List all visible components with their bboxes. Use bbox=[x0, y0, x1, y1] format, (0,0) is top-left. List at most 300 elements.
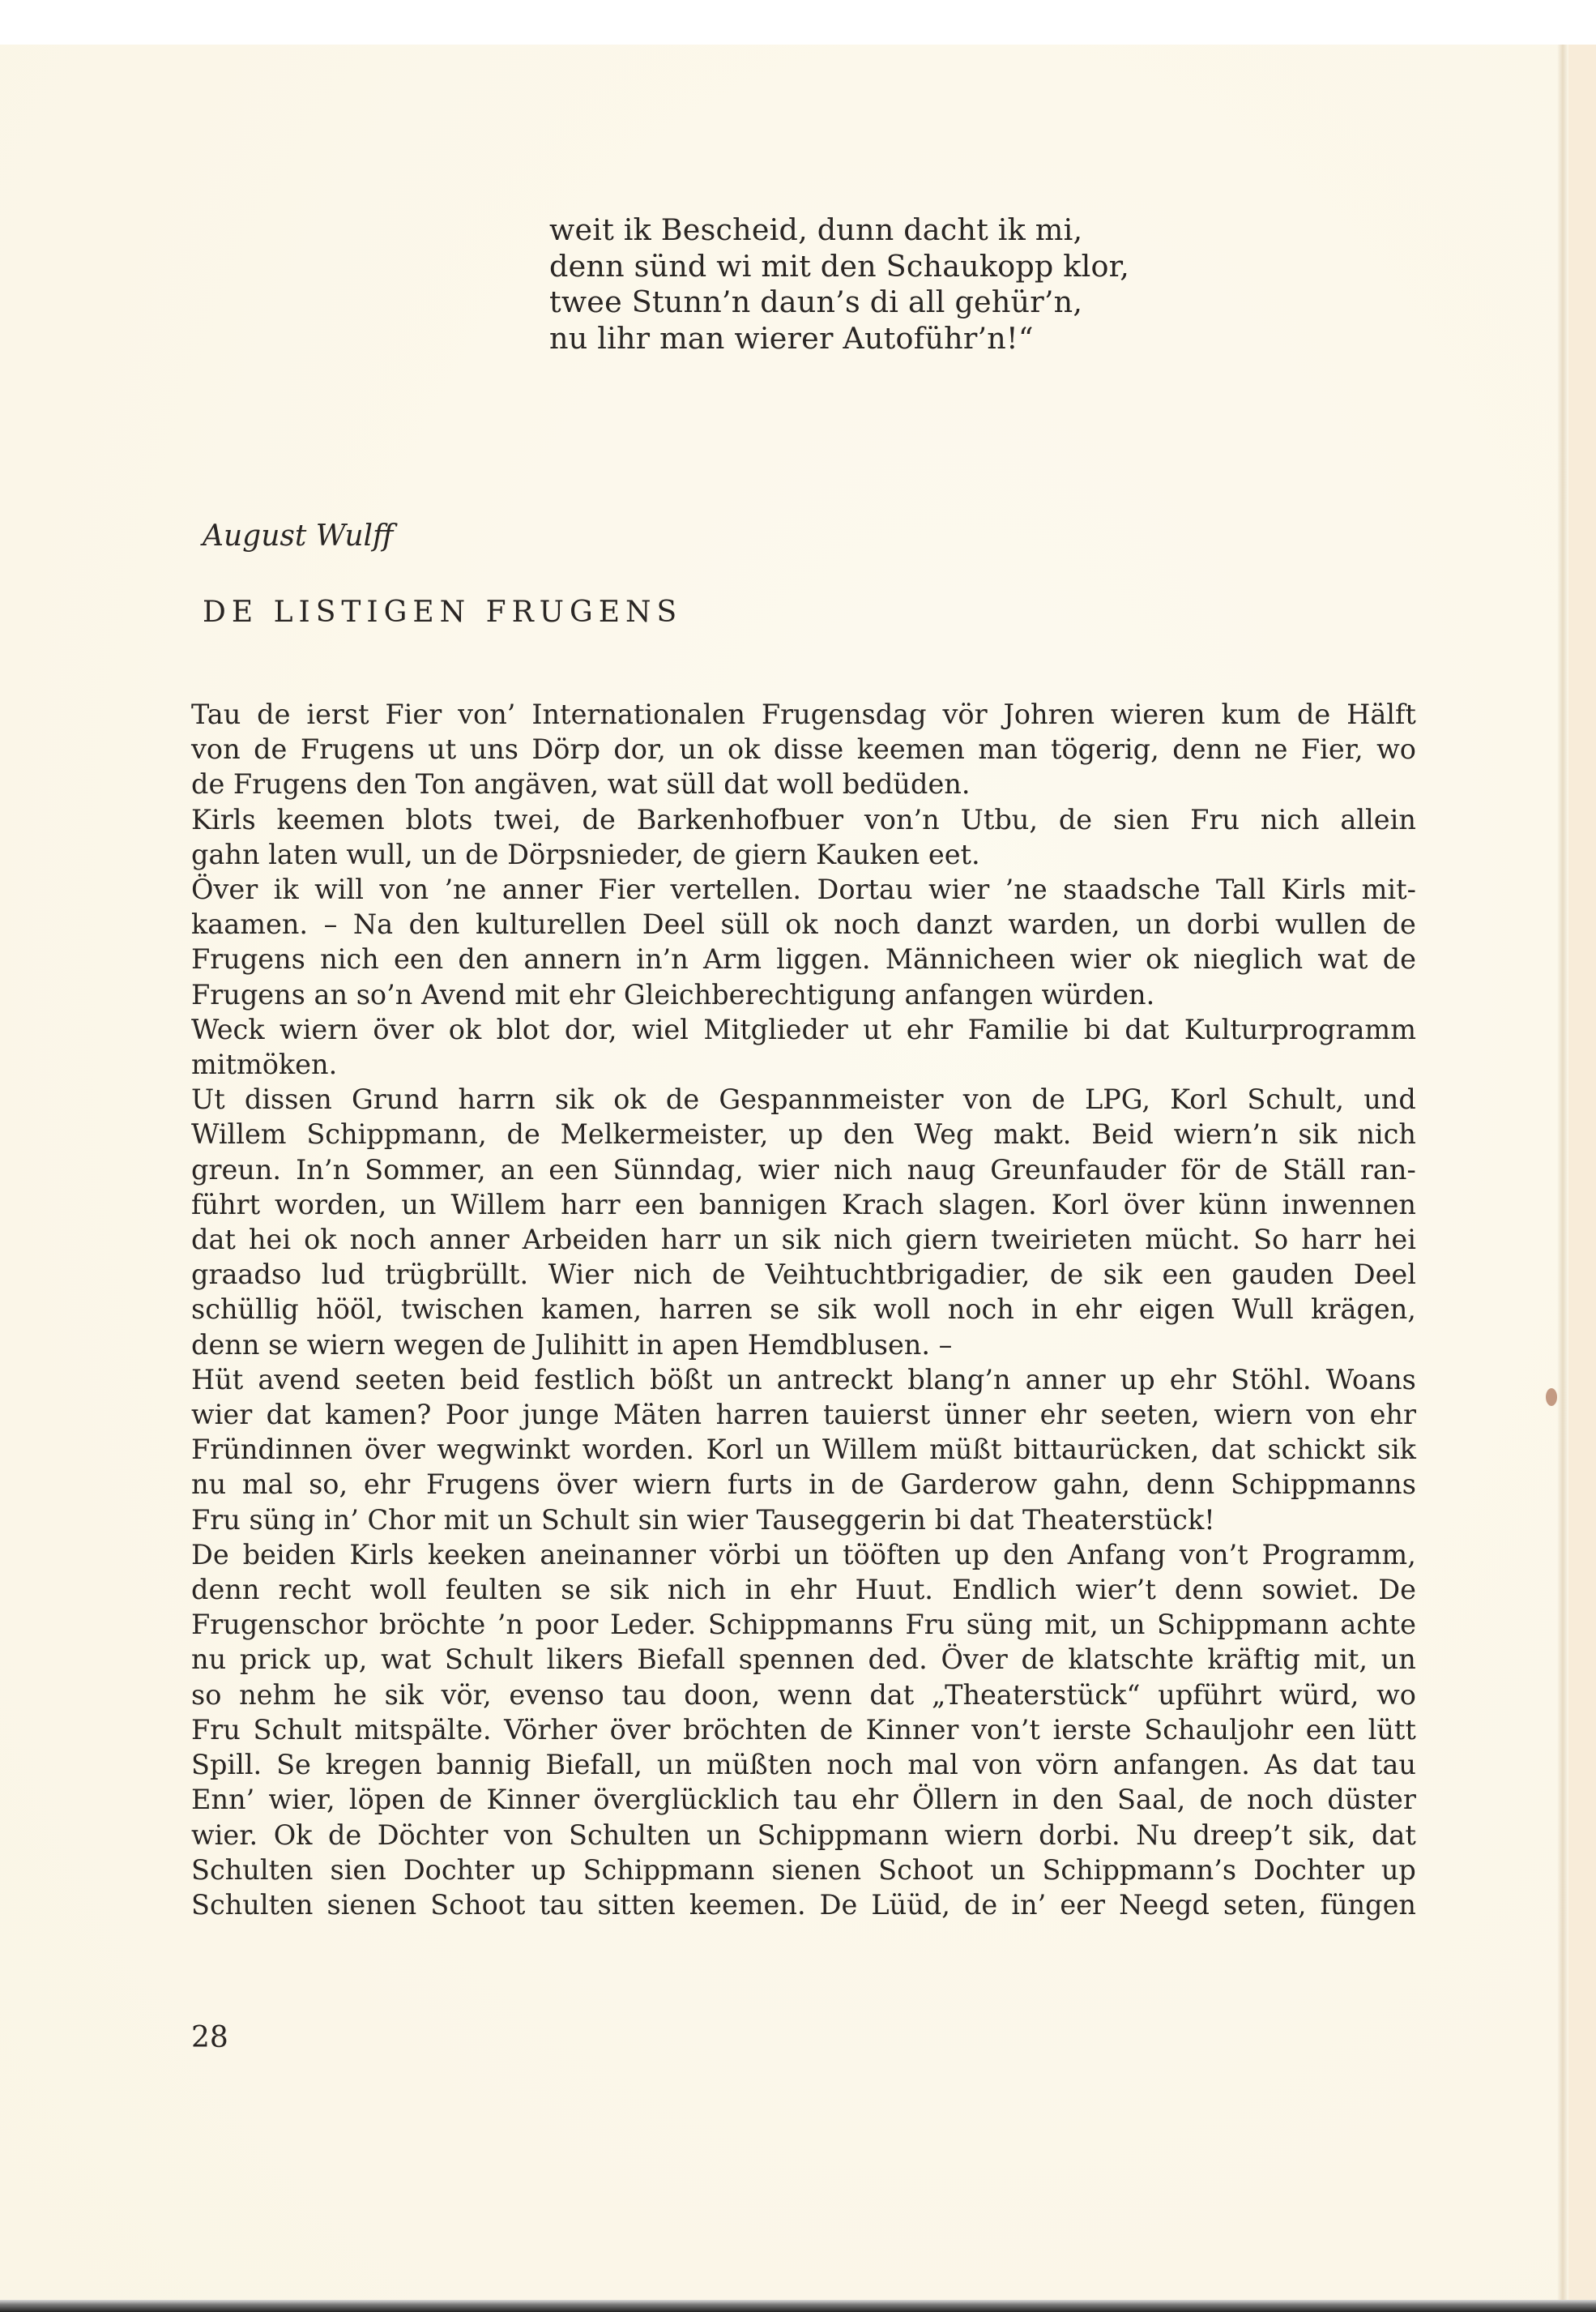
word: süll bbox=[720, 908, 770, 941]
word: noch bbox=[1247, 1784, 1314, 1816]
word: von’n bbox=[864, 803, 940, 835]
word: een bbox=[548, 1153, 599, 1186]
word: likers bbox=[546, 1643, 624, 1676]
word: Deel bbox=[642, 908, 705, 941]
word: dorbi. bbox=[1039, 1818, 1120, 1851]
word: ok bbox=[727, 733, 761, 766]
word: vörbi bbox=[709, 1538, 781, 1571]
page-gutter-shadow bbox=[1557, 45, 1568, 2300]
word: tweirieten bbox=[991, 1224, 1133, 1256]
word: Biefall, bbox=[545, 1749, 642, 1781]
word: de bbox=[327, 1818, 362, 1851]
word: müßten bbox=[706, 1749, 813, 1781]
word: nich bbox=[667, 1574, 727, 1606]
word: nieglich bbox=[1193, 943, 1304, 976]
word: hei bbox=[1373, 1224, 1416, 1256]
word: Frugens bbox=[191, 943, 305, 976]
story-line bbox=[191, 1152, 1416, 1187]
word: in bbox=[809, 1468, 835, 1501]
story-line bbox=[191, 1782, 1416, 1817]
word: ne bbox=[1254, 733, 1288, 766]
word: Veihtuchtbrigadier, bbox=[765, 1259, 1031, 1291]
word: ehr bbox=[1369, 1399, 1416, 1431]
word: Huut. bbox=[855, 1574, 933, 1606]
word: beid bbox=[459, 1363, 520, 1395]
word: seeten bbox=[355, 1363, 446, 1395]
word: ded. bbox=[868, 1643, 928, 1676]
word: ünner bbox=[944, 1399, 1026, 1431]
word: mücht. bbox=[1145, 1224, 1241, 1256]
word: Kulturprogramm bbox=[1184, 1013, 1416, 1045]
story-line: mitmöken. bbox=[191, 1049, 338, 1081]
word: düster bbox=[1327, 1784, 1416, 1816]
story-line bbox=[191, 942, 1416, 977]
word: ehr bbox=[851, 1784, 898, 1816]
word: Korl bbox=[1170, 1083, 1228, 1116]
word: ’n bbox=[497, 1609, 524, 1641]
word: danzt bbox=[915, 908, 992, 941]
word: poor bbox=[535, 1609, 599, 1641]
word: sienen bbox=[326, 1888, 417, 1921]
word: Enn’ bbox=[191, 1784, 255, 1816]
word: Wier bbox=[548, 1259, 614, 1291]
word: wier, bbox=[268, 1784, 335, 1816]
word: Ok bbox=[273, 1818, 313, 1851]
word: de bbox=[257, 699, 291, 730]
word: aneinanner bbox=[540, 1538, 697, 1571]
word: tögerig, bbox=[1051, 733, 1159, 766]
word: greun. bbox=[191, 1153, 282, 1186]
word: de bbox=[1058, 803, 1093, 835]
word: an bbox=[500, 1153, 535, 1186]
word: Frugensdag bbox=[761, 699, 927, 730]
word: worden. bbox=[582, 1434, 694, 1466]
word: un bbox=[990, 1853, 1026, 1886]
word: von bbox=[379, 874, 429, 906]
word: up bbox=[788, 1118, 824, 1151]
word: Ut bbox=[191, 1083, 225, 1116]
word: mit, bbox=[1313, 1643, 1368, 1676]
word: So bbox=[1253, 1224, 1289, 1256]
word: Biefall bbox=[637, 1643, 726, 1676]
word: Gespannmeister bbox=[719, 1083, 944, 1116]
story-line bbox=[191, 1432, 1416, 1467]
word: Fru bbox=[905, 1609, 955, 1641]
verse-line: weit ik Bescheid, dunn dacht ik mi, bbox=[549, 212, 1083, 247]
word: von bbox=[503, 1818, 553, 1851]
word: Schulten bbox=[191, 1888, 314, 1921]
word: dat bbox=[191, 1224, 236, 1256]
word: eer bbox=[1060, 1888, 1105, 1921]
word: nich bbox=[833, 1153, 893, 1186]
word: Fründinnen bbox=[191, 1434, 353, 1466]
word: Arm bbox=[702, 943, 762, 976]
word: Schult, bbox=[1247, 1083, 1345, 1116]
word: Grund bbox=[352, 1083, 439, 1116]
word: Hälft bbox=[1346, 699, 1416, 730]
word: feulten bbox=[445, 1574, 543, 1606]
word: de bbox=[711, 1259, 746, 1291]
word: wo bbox=[1376, 733, 1416, 766]
word: sowiet. bbox=[1261, 1574, 1360, 1606]
word: un bbox=[706, 1818, 742, 1851]
story-title: DE LISTIGEN FRUGENS bbox=[203, 596, 683, 629]
word: Programm, bbox=[1261, 1538, 1416, 1571]
word: nich bbox=[1357, 1118, 1416, 1151]
story-line bbox=[191, 697, 1416, 732]
word: överglücklich bbox=[593, 1784, 779, 1816]
word: de bbox=[1199, 1784, 1233, 1816]
word: würd, bbox=[1279, 1678, 1359, 1711]
word: löpen bbox=[348, 1784, 425, 1816]
word: sik bbox=[781, 1224, 821, 1256]
word: ehr bbox=[789, 1574, 837, 1606]
word: bröchte bbox=[378, 1609, 486, 1641]
word: dor, bbox=[613, 733, 666, 766]
word: Schauljohr bbox=[1144, 1713, 1293, 1746]
word: över bbox=[609, 1713, 671, 1746]
story-line bbox=[191, 1537, 1416, 1572]
word: kräftig bbox=[1207, 1643, 1300, 1676]
word: eigen bbox=[1138, 1293, 1215, 1326]
word: wier bbox=[757, 1153, 819, 1186]
word: Leder. bbox=[609, 1609, 697, 1641]
word: Mäten bbox=[613, 1399, 702, 1431]
word: sik bbox=[817, 1293, 856, 1326]
word: nehm bbox=[239, 1678, 316, 1711]
story-line: Frugens an so’n Avend mit ehr Gleichberechtigung anfangen würden. bbox=[191, 978, 1155, 1011]
word: Weg bbox=[914, 1118, 974, 1151]
word: von’t bbox=[1179, 1538, 1248, 1571]
paper-stain bbox=[1546, 1388, 1557, 1406]
word: sien bbox=[1113, 803, 1170, 835]
word: bannigen bbox=[698, 1188, 827, 1220]
word: Nu bbox=[1136, 1818, 1177, 1851]
word: furts bbox=[727, 1468, 793, 1501]
word: de bbox=[506, 1118, 540, 1151]
story-line: denn se wiern wegen de Julihitt in apen Hemdblusen. – bbox=[191, 1328, 953, 1361]
word: lütt bbox=[1368, 1713, 1416, 1746]
word: – bbox=[323, 908, 338, 941]
word: un bbox=[727, 1363, 762, 1395]
word: dat bbox=[1124, 1013, 1170, 1045]
word: sik bbox=[1298, 1118, 1338, 1151]
word: sik bbox=[1376, 1434, 1416, 1466]
word: dreep’t bbox=[1193, 1818, 1293, 1851]
word: Barkenhofbuer bbox=[636, 803, 843, 835]
word: dat bbox=[1210, 1434, 1256, 1466]
word: blots bbox=[405, 803, 473, 835]
word: Na bbox=[352, 908, 394, 941]
story-line bbox=[191, 802, 1416, 837]
word: Anfang bbox=[1067, 1538, 1166, 1571]
word: in bbox=[1012, 1784, 1039, 1816]
story-line bbox=[191, 1082, 1416, 1117]
word: von bbox=[972, 1749, 1022, 1781]
word: ehr bbox=[1074, 1293, 1122, 1326]
story-line bbox=[191, 1818, 1416, 1853]
word: gahn, bbox=[1052, 1468, 1131, 1501]
word: twei, bbox=[493, 803, 561, 835]
word: Kirls bbox=[191, 803, 256, 835]
word: worden, bbox=[275, 1188, 387, 1220]
story-line bbox=[191, 1467, 1416, 1502]
word: nu bbox=[191, 1643, 227, 1676]
word: anner bbox=[501, 874, 582, 906]
word: de bbox=[819, 1713, 853, 1746]
word: avend bbox=[258, 1363, 341, 1395]
word: müßt bbox=[929, 1434, 1002, 1466]
word: ’ne bbox=[444, 874, 487, 906]
word: Beid bbox=[1091, 1118, 1154, 1151]
story-line bbox=[191, 1117, 1416, 1152]
word: in’ bbox=[1011, 1888, 1047, 1921]
word: dat bbox=[266, 1399, 311, 1431]
word: woll bbox=[369, 1574, 427, 1606]
word: kamen, bbox=[541, 1293, 642, 1326]
word: harren bbox=[659, 1293, 753, 1326]
verse-ending bbox=[549, 212, 1129, 357]
word: hei bbox=[248, 1224, 292, 1256]
word: naug bbox=[907, 1153, 976, 1186]
story-line bbox=[191, 1572, 1416, 1607]
word: von bbox=[191, 733, 241, 766]
word: ehr bbox=[1039, 1399, 1087, 1431]
word: wiern bbox=[280, 1013, 358, 1045]
word: tau bbox=[539, 1888, 584, 1921]
word: nich bbox=[320, 943, 379, 976]
story-line bbox=[191, 1887, 1416, 1922]
word: un bbox=[733, 1224, 769, 1256]
story-line bbox=[191, 1012, 1416, 1047]
story-line bbox=[191, 907, 1416, 942]
word: Schippmann, bbox=[306, 1118, 487, 1151]
word: up bbox=[1120, 1363, 1155, 1395]
word: Dochter bbox=[1253, 1853, 1364, 1886]
word: de bbox=[582, 803, 616, 835]
scan-bottom-edge bbox=[0, 2300, 1596, 2312]
word: un bbox=[794, 1538, 830, 1571]
word: tau bbox=[621, 1678, 667, 1711]
word: wieren bbox=[1110, 699, 1206, 730]
word: keeken bbox=[427, 1538, 527, 1571]
word: se bbox=[769, 1293, 800, 1326]
word: över bbox=[1123, 1188, 1184, 1220]
word: wier bbox=[191, 1399, 253, 1431]
word: up, bbox=[323, 1643, 368, 1676]
word: tauierst bbox=[822, 1399, 931, 1431]
word: anfangen. bbox=[1112, 1749, 1250, 1781]
word: so, bbox=[309, 1468, 348, 1501]
word: von bbox=[1306, 1399, 1356, 1431]
word: wiern bbox=[944, 1818, 1023, 1851]
verse-line: nu lihr man wierer Autoführ’n!“ bbox=[549, 320, 1034, 356]
word: ehr bbox=[1169, 1363, 1217, 1395]
word: ran- bbox=[1359, 1153, 1416, 1186]
word: schickt bbox=[1267, 1434, 1366, 1466]
word: und bbox=[1363, 1083, 1416, 1116]
word: Utbu, bbox=[960, 803, 1038, 835]
word: in bbox=[745, 1574, 771, 1606]
word: sien bbox=[330, 1853, 386, 1886]
word: de bbox=[963, 1888, 998, 1921]
word: ok bbox=[1146, 943, 1179, 976]
word: graadso bbox=[191, 1259, 302, 1291]
word: vertellen. bbox=[670, 874, 802, 906]
word: wier bbox=[1069, 943, 1131, 976]
word: tau bbox=[793, 1784, 839, 1816]
word: Schippmann bbox=[1157, 1609, 1329, 1641]
word: ut bbox=[428, 733, 457, 766]
word: Weck bbox=[191, 1013, 265, 1045]
word: tau bbox=[1371, 1749, 1416, 1781]
word: sitten bbox=[597, 1888, 676, 1921]
word: festlich bbox=[534, 1363, 636, 1395]
word: Se bbox=[276, 1749, 311, 1781]
word: keemen bbox=[276, 803, 385, 835]
word: spennen bbox=[738, 1643, 855, 1676]
word: Willem bbox=[450, 1188, 547, 1220]
word: In’n bbox=[296, 1153, 351, 1186]
story-line bbox=[191, 1642, 1416, 1677]
word: he bbox=[333, 1678, 367, 1711]
word: Fier bbox=[385, 699, 442, 730]
word: noch bbox=[947, 1293, 1014, 1326]
word: up bbox=[531, 1853, 566, 1886]
word: nich bbox=[633, 1259, 693, 1291]
word: disse bbox=[773, 733, 844, 766]
word: staadsche bbox=[1063, 874, 1201, 906]
word: sik bbox=[384, 1678, 424, 1711]
word: Wull bbox=[1231, 1293, 1294, 1326]
word: den bbox=[458, 943, 510, 976]
word: Johren bbox=[1003, 699, 1095, 730]
word: de bbox=[1296, 699, 1331, 730]
word: ierst bbox=[306, 699, 369, 730]
page-edge bbox=[1568, 45, 1596, 2300]
word: de bbox=[1382, 908, 1416, 941]
word: mit, bbox=[1044, 1609, 1099, 1641]
word: sik bbox=[1103, 1259, 1142, 1291]
story-line: Fru süng in’ Chor mit un Schult sin wier Tauseggerin bi dat Theaterstück! bbox=[191, 1503, 1215, 1536]
word: Willem bbox=[821, 1434, 918, 1466]
story-line bbox=[191, 1853, 1416, 1887]
word: Mitglieder bbox=[703, 1013, 848, 1045]
word: Dortau bbox=[817, 874, 913, 906]
word: vörn bbox=[1036, 1749, 1099, 1781]
word: dat bbox=[1371, 1818, 1416, 1851]
word: een bbox=[634, 1188, 685, 1220]
word: Schippmann bbox=[757, 1818, 929, 1851]
word: un bbox=[401, 1188, 437, 1220]
word: wat bbox=[381, 1643, 432, 1676]
word: de bbox=[1382, 943, 1416, 976]
word: man bbox=[978, 733, 1038, 766]
word: dat bbox=[869, 1678, 915, 1711]
word: un bbox=[1110, 1609, 1146, 1641]
word: slagen. bbox=[938, 1188, 1037, 1220]
word: Fier bbox=[598, 874, 655, 906]
word: harr bbox=[561, 1188, 621, 1220]
word: von bbox=[962, 1083, 1013, 1116]
word: un bbox=[1380, 1643, 1416, 1676]
word: Garderow bbox=[900, 1468, 1038, 1501]
word: Saal, bbox=[1117, 1784, 1186, 1816]
word: denn bbox=[1174, 1574, 1244, 1606]
word: wiern bbox=[633, 1468, 712, 1501]
word: seeten, bbox=[1100, 1399, 1200, 1431]
word: Ställ bbox=[1282, 1153, 1346, 1186]
word: un bbox=[679, 733, 715, 766]
page-number: 28 bbox=[191, 2021, 228, 2054]
word: Arbeiden bbox=[522, 1224, 648, 1256]
word: Schippmanns bbox=[707, 1609, 894, 1641]
word: Öllern bbox=[911, 1784, 999, 1816]
word: liggen. bbox=[776, 943, 871, 976]
word: Endlich bbox=[952, 1574, 1057, 1606]
word: Schoot bbox=[430, 1888, 526, 1921]
word: nu bbox=[191, 1468, 227, 1501]
word: gauden bbox=[1231, 1259, 1334, 1291]
word: ik bbox=[273, 874, 299, 906]
word: ierste bbox=[1052, 1713, 1132, 1746]
word: vör, bbox=[441, 1678, 492, 1711]
word: harren bbox=[715, 1399, 809, 1431]
word: Schoot bbox=[878, 1853, 974, 1886]
word: ehr bbox=[906, 1013, 954, 1045]
word: in’n bbox=[636, 943, 689, 976]
word: de bbox=[1031, 1083, 1065, 1116]
story-line bbox=[191, 1222, 1416, 1257]
word: upführt bbox=[1158, 1678, 1262, 1711]
word: Kirls bbox=[349, 1538, 414, 1571]
word: Poor bbox=[445, 1399, 509, 1431]
word: Woans bbox=[1325, 1363, 1416, 1395]
word: recht bbox=[278, 1574, 352, 1606]
word: harr bbox=[1301, 1224, 1361, 1256]
story-line bbox=[191, 1712, 1416, 1747]
word: ok bbox=[613, 1083, 647, 1116]
word: noch bbox=[349, 1224, 416, 1256]
word: Hüt bbox=[191, 1363, 244, 1395]
verse-line: denn sünd wi mit den Schaukopp klor, bbox=[549, 248, 1130, 284]
word: nich bbox=[1260, 803, 1320, 835]
word: Schippmanns bbox=[1230, 1468, 1416, 1501]
word: bößt bbox=[650, 1363, 713, 1395]
word: nich bbox=[833, 1224, 893, 1256]
word: makt. bbox=[993, 1118, 1072, 1151]
word: de bbox=[254, 733, 288, 766]
word: anner bbox=[429, 1224, 510, 1256]
word: sik bbox=[609, 1574, 649, 1606]
word: för bbox=[1180, 1153, 1220, 1186]
word: so bbox=[191, 1678, 222, 1711]
word: över bbox=[364, 1434, 425, 1466]
word: kulturellen bbox=[475, 908, 627, 941]
word: denn bbox=[1172, 733, 1241, 766]
word: Sommer, bbox=[365, 1153, 486, 1186]
word: schüllig bbox=[191, 1293, 299, 1326]
story-line bbox=[191, 1747, 1416, 1782]
story-body bbox=[191, 697, 1416, 1922]
word: den bbox=[1052, 1784, 1103, 1816]
word: prick bbox=[239, 1643, 311, 1676]
word: Tall bbox=[1215, 874, 1266, 906]
word: warden, bbox=[1008, 908, 1120, 941]
word: Stöhl. bbox=[1231, 1363, 1312, 1395]
word: bittaurücken, bbox=[1013, 1434, 1200, 1466]
word: över bbox=[373, 1013, 434, 1045]
